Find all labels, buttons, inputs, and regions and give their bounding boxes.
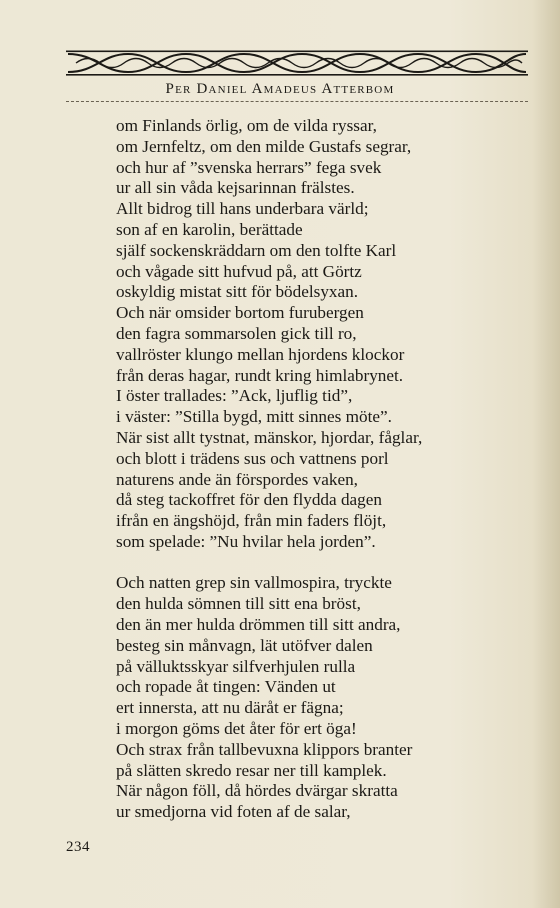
header-divider: [66, 101, 528, 102]
verse-line: den än mer hulda drömmen till sitt andra,: [116, 614, 401, 634]
verse-line: själf sockenskräddarn om den tolfte Karl: [116, 240, 397, 260]
verse-line: När sist allt tystnat, mänskor, hjordar, fåglar,: [116, 427, 423, 447]
verse-line: Och när omsider bortom furubergen: [116, 303, 364, 323]
stanza: [116, 116, 536, 553]
stanza: [116, 573, 536, 823]
verse-line: ur smedjorna vid foten af de salar,: [116, 802, 351, 822]
verse-line: son af en karolin, berättade: [116, 219, 303, 239]
verse-line: på välluktsskyar silfverhjulen rulla: [116, 656, 356, 676]
verse-line: besteg sin månvagn, lät utöfver dalen: [116, 635, 373, 655]
verse-line: ert innersta, att nu däråt er fägna;: [116, 698, 344, 718]
verse-line: Och natten grep sin vallmospira, tryckte: [116, 573, 392, 593]
verse-line: ur all sin våda kejsarinnan frälstes.: [116, 178, 355, 198]
decorative-ornament-band: [66, 50, 528, 76]
running-header: Per Daniel Amadeus Atterbom: [165, 81, 395, 97]
verse-line: Allt bidrog till hans underbara värld;: [116, 199, 369, 219]
verse-line: då steg tackoffret för den flydda dagen: [116, 490, 382, 510]
page-number: 234: [66, 839, 90, 855]
verse-line: naturens ande än förspordes vaken,: [116, 469, 358, 489]
verse-line: den hulda sömnen till sitt ena bröst,: [116, 594, 361, 614]
verse-line: från deras hagar, rundt kring himlabrynet.: [116, 365, 404, 385]
stanza-break: [116, 553, 536, 574]
verse-line: om Jernfeltz, om den milde Gustafs segrar,: [116, 136, 412, 156]
verse-line: och vågade sitt hufvud på, att Görtz: [116, 261, 362, 281]
verse-line: Och strax från tallbevuxna klippors branter: [116, 739, 413, 759]
verse-line: vallröster klungo mellan hjordens klockor: [116, 344, 405, 364]
verse-line: När någon föll, då hördes dvärgar skratta: [116, 781, 398, 801]
verse-line: som spelade: ”Nu hvilar hela jorden”.: [116, 531, 376, 551]
verse-line: i morgon göms det åter för ert öga!: [116, 718, 357, 738]
verse-line: och blott i trädens sus och vattnens porl: [116, 448, 389, 468]
verse-line: och hur af ”svenska herrars” fega svek: [116, 157, 382, 177]
verse-line: den fagra sommarsolen gick till ro,: [116, 323, 357, 343]
verse-line: I öster trallades: ”Ack, ljuflig tid”,: [116, 386, 353, 406]
verse-line: i väster: ”Stilla bygd, mitt sinnes möte”.: [116, 407, 392, 427]
verse-line: om Finlands örlig, om de vilda ryssar,: [116, 116, 377, 135]
verse-line: på slätten skredo resar ner till kamplek.: [116, 760, 387, 780]
verse-line: och ropade åt tingen: Vänden ut: [116, 677, 336, 697]
verse-line: ifrån en ängshöjd, från min faders flöjt,: [116, 511, 387, 531]
verse-line: oskyldig mistat sitt för bödelsyxan.: [116, 282, 359, 302]
poem-text: [116, 116, 536, 823]
